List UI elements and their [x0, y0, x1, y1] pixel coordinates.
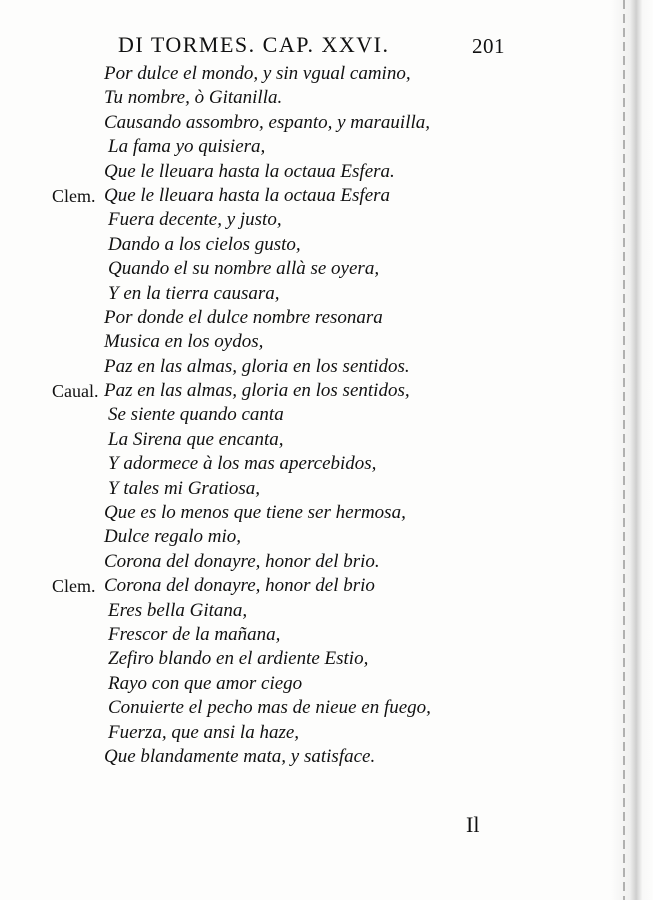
verse-line: [0, 257, 600, 281]
page-number: 201: [472, 34, 505, 58]
verse-line: [0, 501, 600, 525]
verse-line: [0, 208, 600, 232]
running-title: DI TORMES. CAP. XXVI.: [118, 32, 390, 57]
verse-text: Y tales mi Gratiosa,: [108, 477, 261, 499]
verse-line: [0, 86, 600, 110]
verse-line: [0, 599, 600, 623]
verse-line: [0, 696, 600, 720]
verse-text: Y adormece à los mas apercebidos,: [108, 453, 377, 475]
verse-text: Se siente quando canta: [108, 404, 284, 426]
verse-text: Paz en las almas, gloria en los sentidos,: [104, 380, 410, 402]
verse-text: Frescor de la mañana,: [108, 623, 281, 645]
verse-line: [0, 379, 600, 403]
verse-text: Dulce regalo mio,: [104, 526, 242, 548]
verse-line: [0, 647, 600, 671]
verse-line: [0, 233, 600, 257]
verse-line: [0, 184, 600, 208]
verse-text: Rayo con que amor ciego: [108, 672, 303, 694]
speaker-label: Caual.: [52, 381, 99, 402]
verse-block: [0, 62, 600, 769]
verse-text: Que le lleuara hasta la octaua Esfera: [104, 184, 391, 206]
verse-text: Por dulce el mondo, y sin vgual camino,: [104, 63, 411, 84]
verse-text: Corona del donayre, honor del brio.: [104, 550, 380, 572]
verse-line: [0, 721, 600, 745]
verse-line: [0, 525, 600, 549]
verse-text: Fuera decente, y justo,: [108, 209, 282, 231]
speaker-label: Clem.: [52, 576, 96, 597]
verse-text: Tu nombre, ò Gitanilla.: [104, 87, 283, 109]
verse-text: Por donde el dulce nombre resonara: [104, 306, 383, 328]
verse-line: [0, 452, 600, 476]
verse-line: [0, 550, 600, 574]
verse-line: [0, 574, 600, 598]
verse-text: Paz en las almas, gloria en los sentidos.: [104, 355, 410, 377]
verse-line: [0, 477, 600, 501]
verse-line: [0, 306, 600, 330]
verse-text: Que es lo menos que tiene ser hermosa,: [104, 502, 406, 524]
verse-text: Y en la tierra causara,: [108, 282, 280, 304]
signature-mark: Il: [466, 812, 480, 837]
verse-text: Conuierte el pecho mas de nieue en fuego,: [108, 697, 431, 719]
verse-line: [0, 745, 600, 769]
verse-line: [0, 135, 600, 159]
verse-text: Musica en los oydos,: [104, 331, 264, 353]
verse-text: Que le lleuara hasta la octaua Esfera.: [104, 160, 395, 182]
verse-line: [0, 160, 600, 184]
verse-line: [0, 355, 600, 379]
verse-text: Que blandamente mata, y satisface.: [104, 745, 376, 767]
verse-text: Eres bella Gitana,: [108, 599, 248, 621]
page-edge-shadow: [611, 0, 653, 900]
verse-line: [0, 672, 600, 696]
verse-line: [0, 428, 600, 452]
verse-line: [0, 282, 600, 306]
verse-line: [0, 62, 600, 86]
verse-line: [0, 330, 600, 354]
verse-text: Zefiro blando en el ardiente Estio,: [108, 648, 369, 670]
verse-text: La fama yo quisiera,: [108, 136, 266, 158]
verse-text: La Sirena que encanta,: [108, 428, 284, 450]
verse-line: [0, 111, 600, 135]
verse-text: Fuerza, que ansi la haze,: [108, 721, 300, 743]
verse-line: [0, 403, 600, 427]
speaker-label: Clem.: [52, 185, 96, 206]
verse-line: [0, 623, 600, 647]
verse-text: Quando el su nombre allà se oyera,: [108, 258, 380, 280]
verse-text: Dando a los cielos gusto,: [108, 233, 301, 255]
verse-text: Causando assombro, espanto, y marauilla,: [104, 111, 431, 133]
verse-text: Corona del donayre, honor del brio: [104, 575, 375, 597]
page-edge-line: [623, 0, 625, 900]
